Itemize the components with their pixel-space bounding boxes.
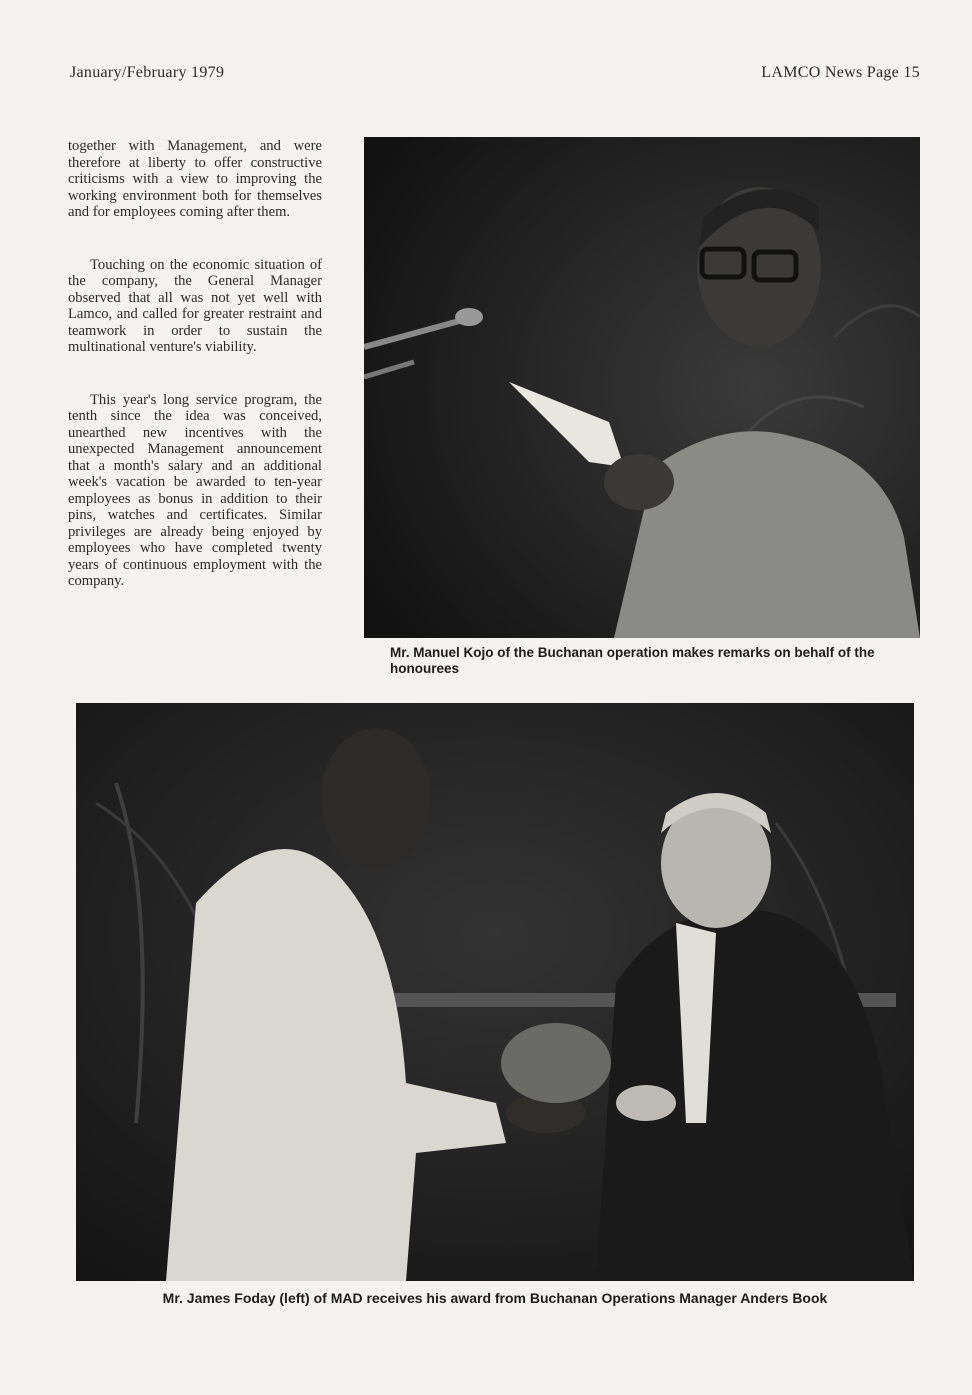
caption-bottom-photo: Mr. James Foday (left) of MAD receives his award from Buchanan Operations Manager Anders Book <box>162 1290 828 1306</box>
article-paragraph-2: Touching on the economic situation of the company, the General Manager observed that all was not yet well with Lamco, and called for greater restraint and teamwork in order to sustain the multinational venture's viability. <box>68 256 322 355</box>
caption-top-photo: Mr. Manuel Kojo of the Buchanan operation makes remarks on behalf of the honourees <box>390 645 875 676</box>
photo-award-presentation <box>76 703 914 1281</box>
publication-page: LAMCO News Page 15 <box>761 64 920 81</box>
issue-date: January/February 1979 <box>70 64 225 81</box>
article-paragraph-3: This year's long service program, the tenth since the idea was conceived, unearthed new incentives with the unexpected Management announcement that a month's salary and an additional week's vacation be awarded to ten-year employees as bonus in addition to their pins, watches and certificates. Similar privileges are already being enjoyed by employees who have completed twenty years of continuous employment with the company. <box>68 391 322 589</box>
article-column <box>68 138 322 626</box>
photo-speaker <box>364 137 920 638</box>
article-paragraph-1: together with Management, and were therefore at liberty to offer constructive criticisms with a view to improving the working environment both for themselves and for employees coming after them. <box>68 138 322 220</box>
